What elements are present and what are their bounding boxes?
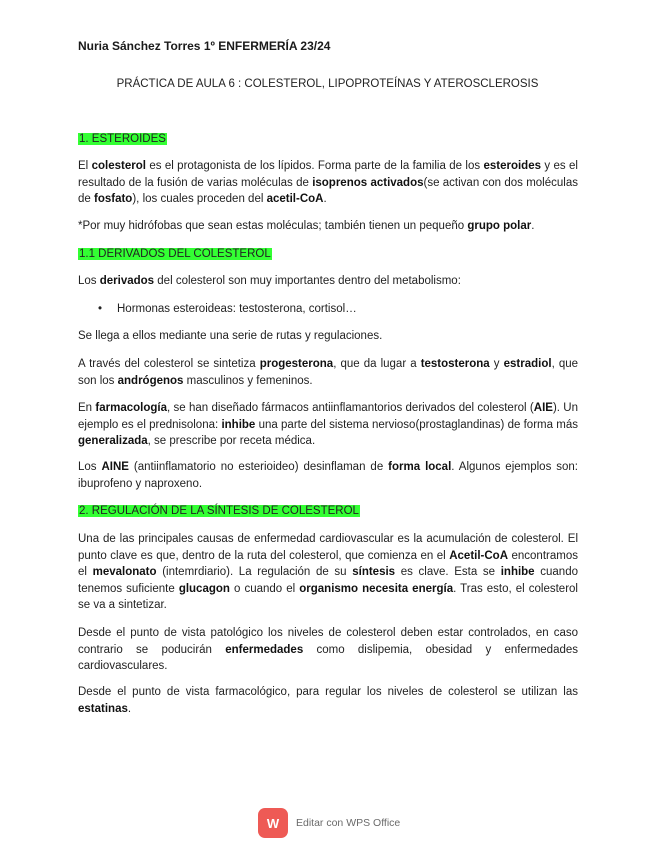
paragraph-colesterol-intro: El colesterol es el protagonista de los lípidos. Forma parte de la familia de los esteroides y es el resultado de la fusión de varias moléculas de isoprenos activados(se activan con dos moléculas de fosfato), los cuales proceden del acetil-CoA.: [78, 160, 578, 205]
wps-edit-text: Editar con WPS Office: [296, 817, 401, 829]
paragraph-farmacologia: En farmacología, se han diseñado fármacos antiinflamantorios derivados del colesterol (AIE). Un ejemplo es el prednisolona: inhibe una parte del sistema nervioso(prostaglandinas) de forma más generalizada, se prescribe por receta médica.: [78, 402, 578, 447]
bullet-symbol: •: [98, 303, 103, 315]
paragraph-regulacion: Una de las principales causas de enfermedad cardiovascular es la acumulación de colesterol. El punto clave es que, dentro de la ruta del colesterol, que comienza en el Acetil-CoA encontramos el mevalonato (intemrdiario). La regulación de su síntesis es clave. Esta se inhibe cuando tenemos suficiente glucagon o cuando el organismo necesita energía. Tras esto, el colesterol se va a sintetizar.: [78, 533, 578, 611]
section-heading-esteroides: 1. ESTEROIDES: [79, 133, 166, 145]
bullet-hormonas: Hormonas esteroideas: testosterona, cortisol…: [117, 303, 357, 315]
wps-edit-link[interactable]: [258, 808, 400, 838]
paragraph-grupo-polar: *Por muy hidrófobas que sean estas moléculas; también tienen un pequeño grupo polar.: [78, 220, 535, 232]
section-heading-derivados: 1.1 DERIVADOS DEL COLESTEROL: [79, 248, 271, 260]
paragraph-patologico: Desde el punto de vista patológico los niveles de colesterol deben estar controlados, en caso contrario se poducirán enfermedades como dislipemia, obesidad y enfermedades cardiovasculares.: [78, 627, 579, 672]
paragraph-progesterona: A través del colesterol se sintetiza progesterona, que da lugar a testosterona y estradiol, que son los andrógenos masculinos y femeninos.: [78, 358, 579, 387]
section-heading-regulacion: 2. REGULACIÓN DE LA SÍNTESIS DE COLESTEROL: [79, 505, 359, 517]
paragraph-farmacologico: Desde el punto de vista farmacológico, para regular los niveles de colesterol se utilizan las estatinas.: [78, 686, 578, 715]
document-title: PRÁCTICA DE AULA 6 : COLESTEROL, LIPOPROTEÍNAS Y ATEROSCLEROSIS: [116, 78, 539, 90]
wps-logo-icon: W: [258, 808, 288, 838]
paragraph-aine: Los AINE (antiinflamatorio no esterioideo) desinflaman de forma local. Algunos ejemplos son: ibuprofeno y naproxeno.: [78, 461, 578, 490]
author-header: Nuria Sánchez Torres 1º ENFERMERÍA 23/24: [78, 39, 331, 53]
paragraph-derivados: Los derivados del colesterol son muy importantes dentro del metabolismo:: [78, 275, 461, 287]
paragraph-rutas: Se llega a ellos mediante una serie de rutas y regulaciones.: [78, 330, 383, 342]
